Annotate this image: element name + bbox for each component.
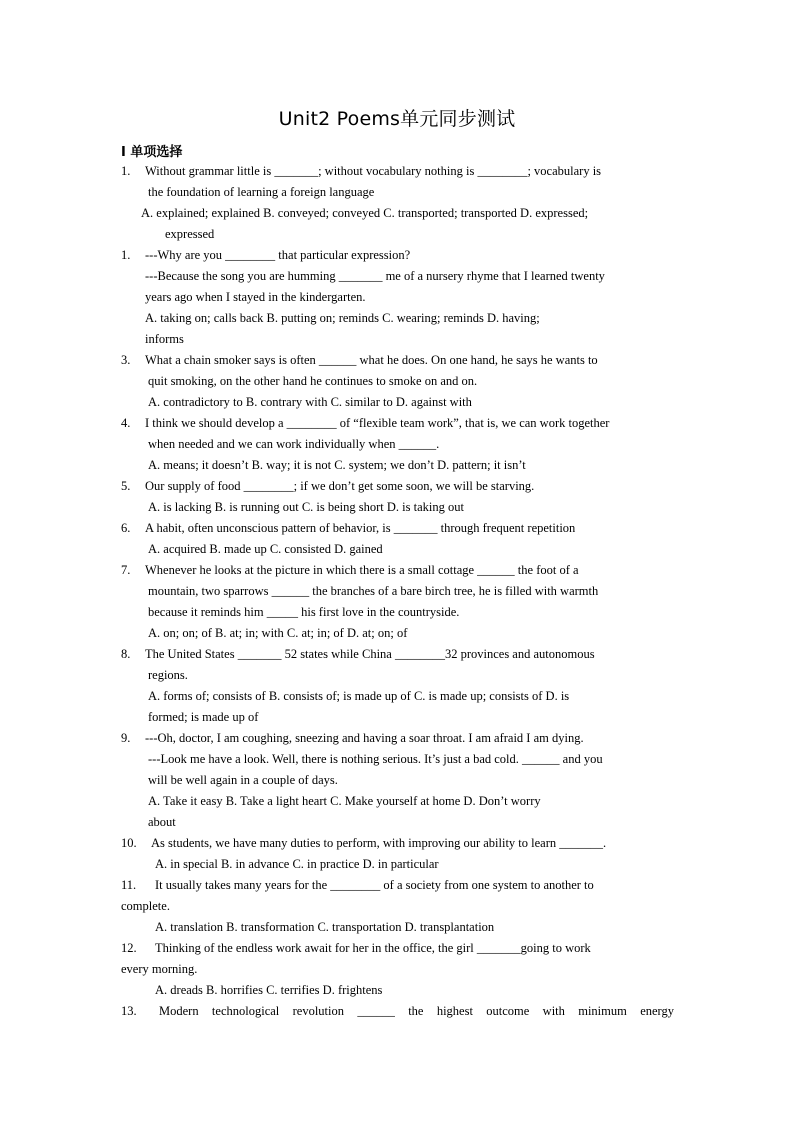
question-continuation: ---Because the song you are humming _______ me of a nursery rhyme that I learned twenty	[145, 269, 605, 283]
question-continuation: when needed and we can work individually when ______.	[148, 437, 440, 451]
question-number: 5.	[121, 479, 131, 493]
question-continuation: ---Look me have a look. Well, there is nothing serious. It’s just a bad cold. ______ and you	[148, 752, 603, 766]
question-options: A. acquired B. made up C. consisted D. gained	[148, 542, 383, 556]
question-item	[121, 413, 674, 434]
question-options: A. explained; explained B. conveyed; conveyed C. transported; transported D. expressed;	[141, 206, 589, 220]
question-text: Without grammar little is _______; without vocabulary nothing is ________; vocabulary is	[145, 164, 602, 178]
question-text: ---Oh, doctor, I am coughing, sneezing and having a soar throat. I am afraid I am dying.	[145, 731, 584, 745]
question-item	[121, 518, 674, 539]
question-continuation: every morning.	[121, 962, 198, 976]
question-text: Modern technological revolution ______ the highest outcome with minimum energy	[159, 1004, 674, 1018]
question-continuation: because it reminds him _____ his first love in the countryside.	[148, 605, 460, 619]
question-item	[121, 560, 674, 581]
question-item	[121, 476, 674, 497]
question-options: A. dreads B. horrifies C. terrifies D. frightens	[155, 983, 383, 997]
question-number: 10.	[121, 836, 137, 850]
question-number: 8.	[121, 647, 131, 661]
question-options: A. translation B. transformation C. transportation D. transplantation	[155, 920, 495, 934]
question-continuation: years ago when I stayed in the kindergarten.	[145, 290, 366, 304]
question-options-continuation: expressed	[165, 227, 215, 241]
question-text: What a chain smoker says is often ______ what he does. On one hand, he says he wants to	[145, 353, 598, 367]
question-item	[121, 644, 674, 665]
question-continuation: will be well again in a couple of days.	[148, 773, 338, 787]
question-number: 1.	[121, 248, 131, 262]
question-number: 9.	[121, 731, 131, 745]
question-text: Whenever he looks at the picture in which there is a small cottage ______ the foot of a	[145, 563, 579, 577]
question-item	[121, 161, 674, 182]
question-options: A. is lacking B. is running out C. is being short D. is taking out	[148, 500, 464, 514]
question-continuation: complete.	[121, 899, 170, 913]
question-options: A. means; it doesn’t B. way; it is not C. system; we don’t D. pattern; it isn’t	[148, 458, 526, 472]
question-text: The United States _______ 52 states while China ________32 provinces and autonomous	[145, 647, 595, 661]
question-options-continuation: formed; is made up of	[148, 710, 259, 724]
question-text: A habit, often unconscious pattern of behavior, is _______ through frequent repetition	[145, 521, 576, 535]
question-text: I think we should develop a ________ of “flexible team work”, that is, we can work together	[145, 416, 610, 430]
question-continuation: the foundation of learning a foreign language	[148, 185, 375, 199]
question-continuation: regions.	[148, 668, 188, 682]
question-number: 7.	[121, 563, 131, 577]
question-number: 12.	[121, 941, 137, 955]
question-number: 11.	[121, 878, 137, 892]
question-text: As students, we have many duties to perform, with improving our ability to learn _______.	[151, 836, 607, 850]
question-item	[121, 245, 674, 266]
question-continuation: mountain, two sparrows ______ the branches of a bare birch tree, he is filled with warmth	[148, 584, 599, 598]
question-number: 1.	[121, 164, 131, 178]
question-options: A. on; on; of B. at; in; with C. at; in; of D. at; on; of	[148, 626, 408, 640]
question-options: A. Take it easy B. Take a light heart C. Make yourself at home D. Don’t worry	[148, 794, 541, 808]
question-list	[121, 161, 674, 1022]
question-options-continuation: informs	[145, 332, 184, 346]
question-text: It usually takes many years for the ________ of a society from one system to another to	[155, 878, 594, 892]
question-options: A. taking on; calls back B. putting on; reminds C. wearing; reminds D. having;	[145, 311, 540, 325]
question-text: Our supply of food ________; if we don’t get some soon, we will be starving.	[145, 479, 535, 493]
question-options: A. contradictory to B. contrary with C. similar to D. against with	[148, 395, 472, 409]
page-title: Unit2 Poems单元同步测试	[278, 108, 516, 130]
question-item	[121, 938, 674, 959]
question-continuation: quit smoking, on the other hand he continues to smoke on and on.	[148, 374, 478, 388]
section-heading: I 单项选择	[121, 145, 183, 160]
question-text: ---Why are you ________ that particular expression?	[145, 248, 411, 262]
question-item	[121, 875, 674, 896]
question-item	[121, 728, 674, 749]
question-number: 4.	[121, 416, 131, 430]
question-options: A. forms of; consists of B. consists of; is made up of C. is made up; consists of D. is	[148, 689, 570, 703]
question-options-continuation: about	[148, 815, 176, 829]
question-options: A. in special B. in advance C. in practice D. in particular	[155, 857, 439, 871]
question-number: 3.	[121, 353, 131, 367]
question-text: Thinking of the endless work await for her in the office, the girl _______going to work	[155, 941, 591, 955]
question-item	[121, 350, 674, 371]
question-number: 6.	[121, 521, 131, 535]
question-item	[121, 1001, 674, 1022]
question-item	[121, 833, 674, 854]
question-number: 13.	[121, 1004, 137, 1018]
